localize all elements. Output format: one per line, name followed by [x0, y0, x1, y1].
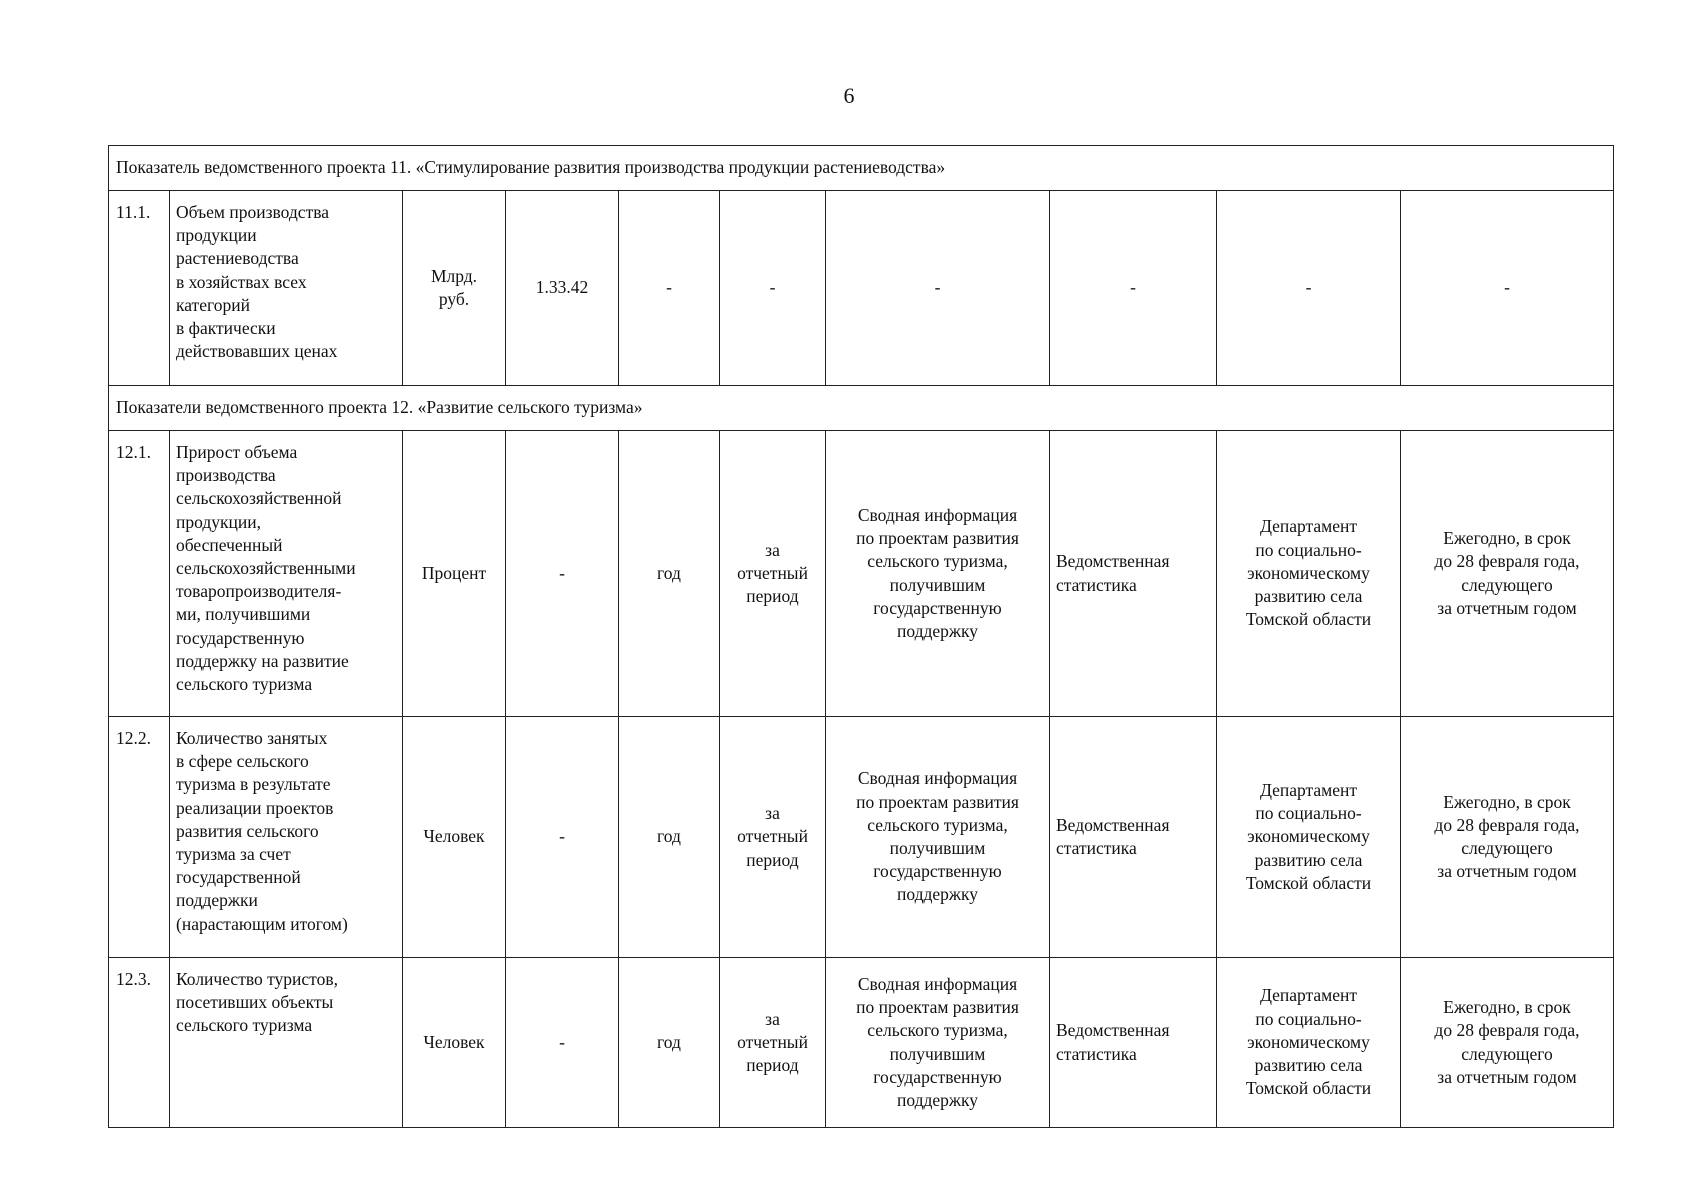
- deadline-cell: Ежегодно, в срок до 28 февраля года, следующего за отчетным годом: [1401, 717, 1614, 958]
- source-info-cell: Сводная информация по проектам развития сельского туризма, получившим государственную поддержку: [826, 717, 1050, 958]
- deadline-cell: Ежегодно, в срок до 28 февраля года, следующего за отчетным годом: [1401, 958, 1614, 1128]
- responsible-cell: -: [1217, 191, 1401, 386]
- period-cell: -: [720, 191, 826, 386]
- code-cell: 1.33.42: [506, 191, 619, 386]
- row-number: 11.1.: [109, 191, 170, 386]
- source-info-cell: Сводная информация по проектам развития сельского туризма, получившим государственную поддержку: [826, 958, 1050, 1128]
- source-type-cell: Ведомственная статистика: [1050, 431, 1217, 717]
- periodicity-cell: год: [619, 958, 720, 1128]
- row-number: 12.1.: [109, 431, 170, 717]
- unit-cell: Процент: [403, 431, 506, 717]
- period-cell: за отчетный период: [720, 431, 826, 717]
- deadline-cell: -: [1401, 191, 1614, 386]
- indicator-name: Количество занятых в сфере сельского туризма в результате реализации проектов развития сельского туризма за счет государственной поддержки (нарастающим итогом): [170, 717, 403, 958]
- unit-cell: Млрд. руб.: [403, 191, 506, 386]
- deadline-cell: Ежегодно, в срок до 28 февраля года, следующего за отчетным годом: [1401, 431, 1614, 717]
- section-header-row: [109, 146, 1614, 191]
- table-row: [109, 958, 1614, 1128]
- source-info-cell: Сводная информация по проектам развития сельского туризма, получившим государственную поддержку: [826, 431, 1050, 717]
- periodicity-cell: год: [619, 717, 720, 958]
- indicator-name: Количество туристов, посетивших объекты сельского туризма: [170, 958, 403, 1128]
- unit-cell: Человек: [403, 717, 506, 958]
- code-cell: -: [506, 431, 619, 717]
- row-number: 12.2.: [109, 717, 170, 958]
- unit-cell: Человек: [403, 958, 506, 1128]
- source-type-cell: Ведомственная статистика: [1050, 958, 1217, 1128]
- period-cell: за отчетный период: [720, 717, 826, 958]
- period-cell: за отчетный период: [720, 958, 826, 1128]
- code-cell: -: [506, 958, 619, 1128]
- source-type-cell: Ведомственная статистика: [1050, 717, 1217, 958]
- responsible-cell: Департамент по социально- экономическому развитию села Томской области: [1217, 958, 1401, 1128]
- source-type-cell: -: [1050, 191, 1217, 386]
- responsible-cell: Департамент по социально- экономическому развитию села Томской области: [1217, 717, 1401, 958]
- periodicity-cell: -: [619, 191, 720, 386]
- row-number: 12.3.: [109, 958, 170, 1128]
- source-info-cell: -: [826, 191, 1050, 386]
- section-header-row: [109, 386, 1614, 431]
- code-cell: -: [506, 717, 619, 958]
- indicators-table: [108, 145, 1614, 1128]
- section-title: Показатель ведомственного проекта 11. «Стимулирование развития производства продукции растениеводства»: [109, 146, 1614, 191]
- indicator-name: Объем производства продукции растениеводства в хозяйствах всех категорий в фактически действовавших ценах: [170, 191, 403, 386]
- responsible-cell: Департамент по социально- экономическому развитию села Томской области: [1217, 431, 1401, 717]
- table-row: [109, 717, 1614, 958]
- indicator-name: Прирост объема производства сельскохозяйственной продукции, обеспеченный сельскохозяйственными товаропроизводителя- ми, получившими государственную поддержку на развитие сельского туризма: [170, 431, 403, 717]
- table-row: [109, 431, 1614, 717]
- section-title: Показатели ведомственного проекта 12. «Развитие сельского туризма»: [109, 386, 1614, 431]
- table-row: [109, 191, 1614, 386]
- periodicity-cell: год: [619, 431, 720, 717]
- page-number: 6: [843, 83, 855, 108]
